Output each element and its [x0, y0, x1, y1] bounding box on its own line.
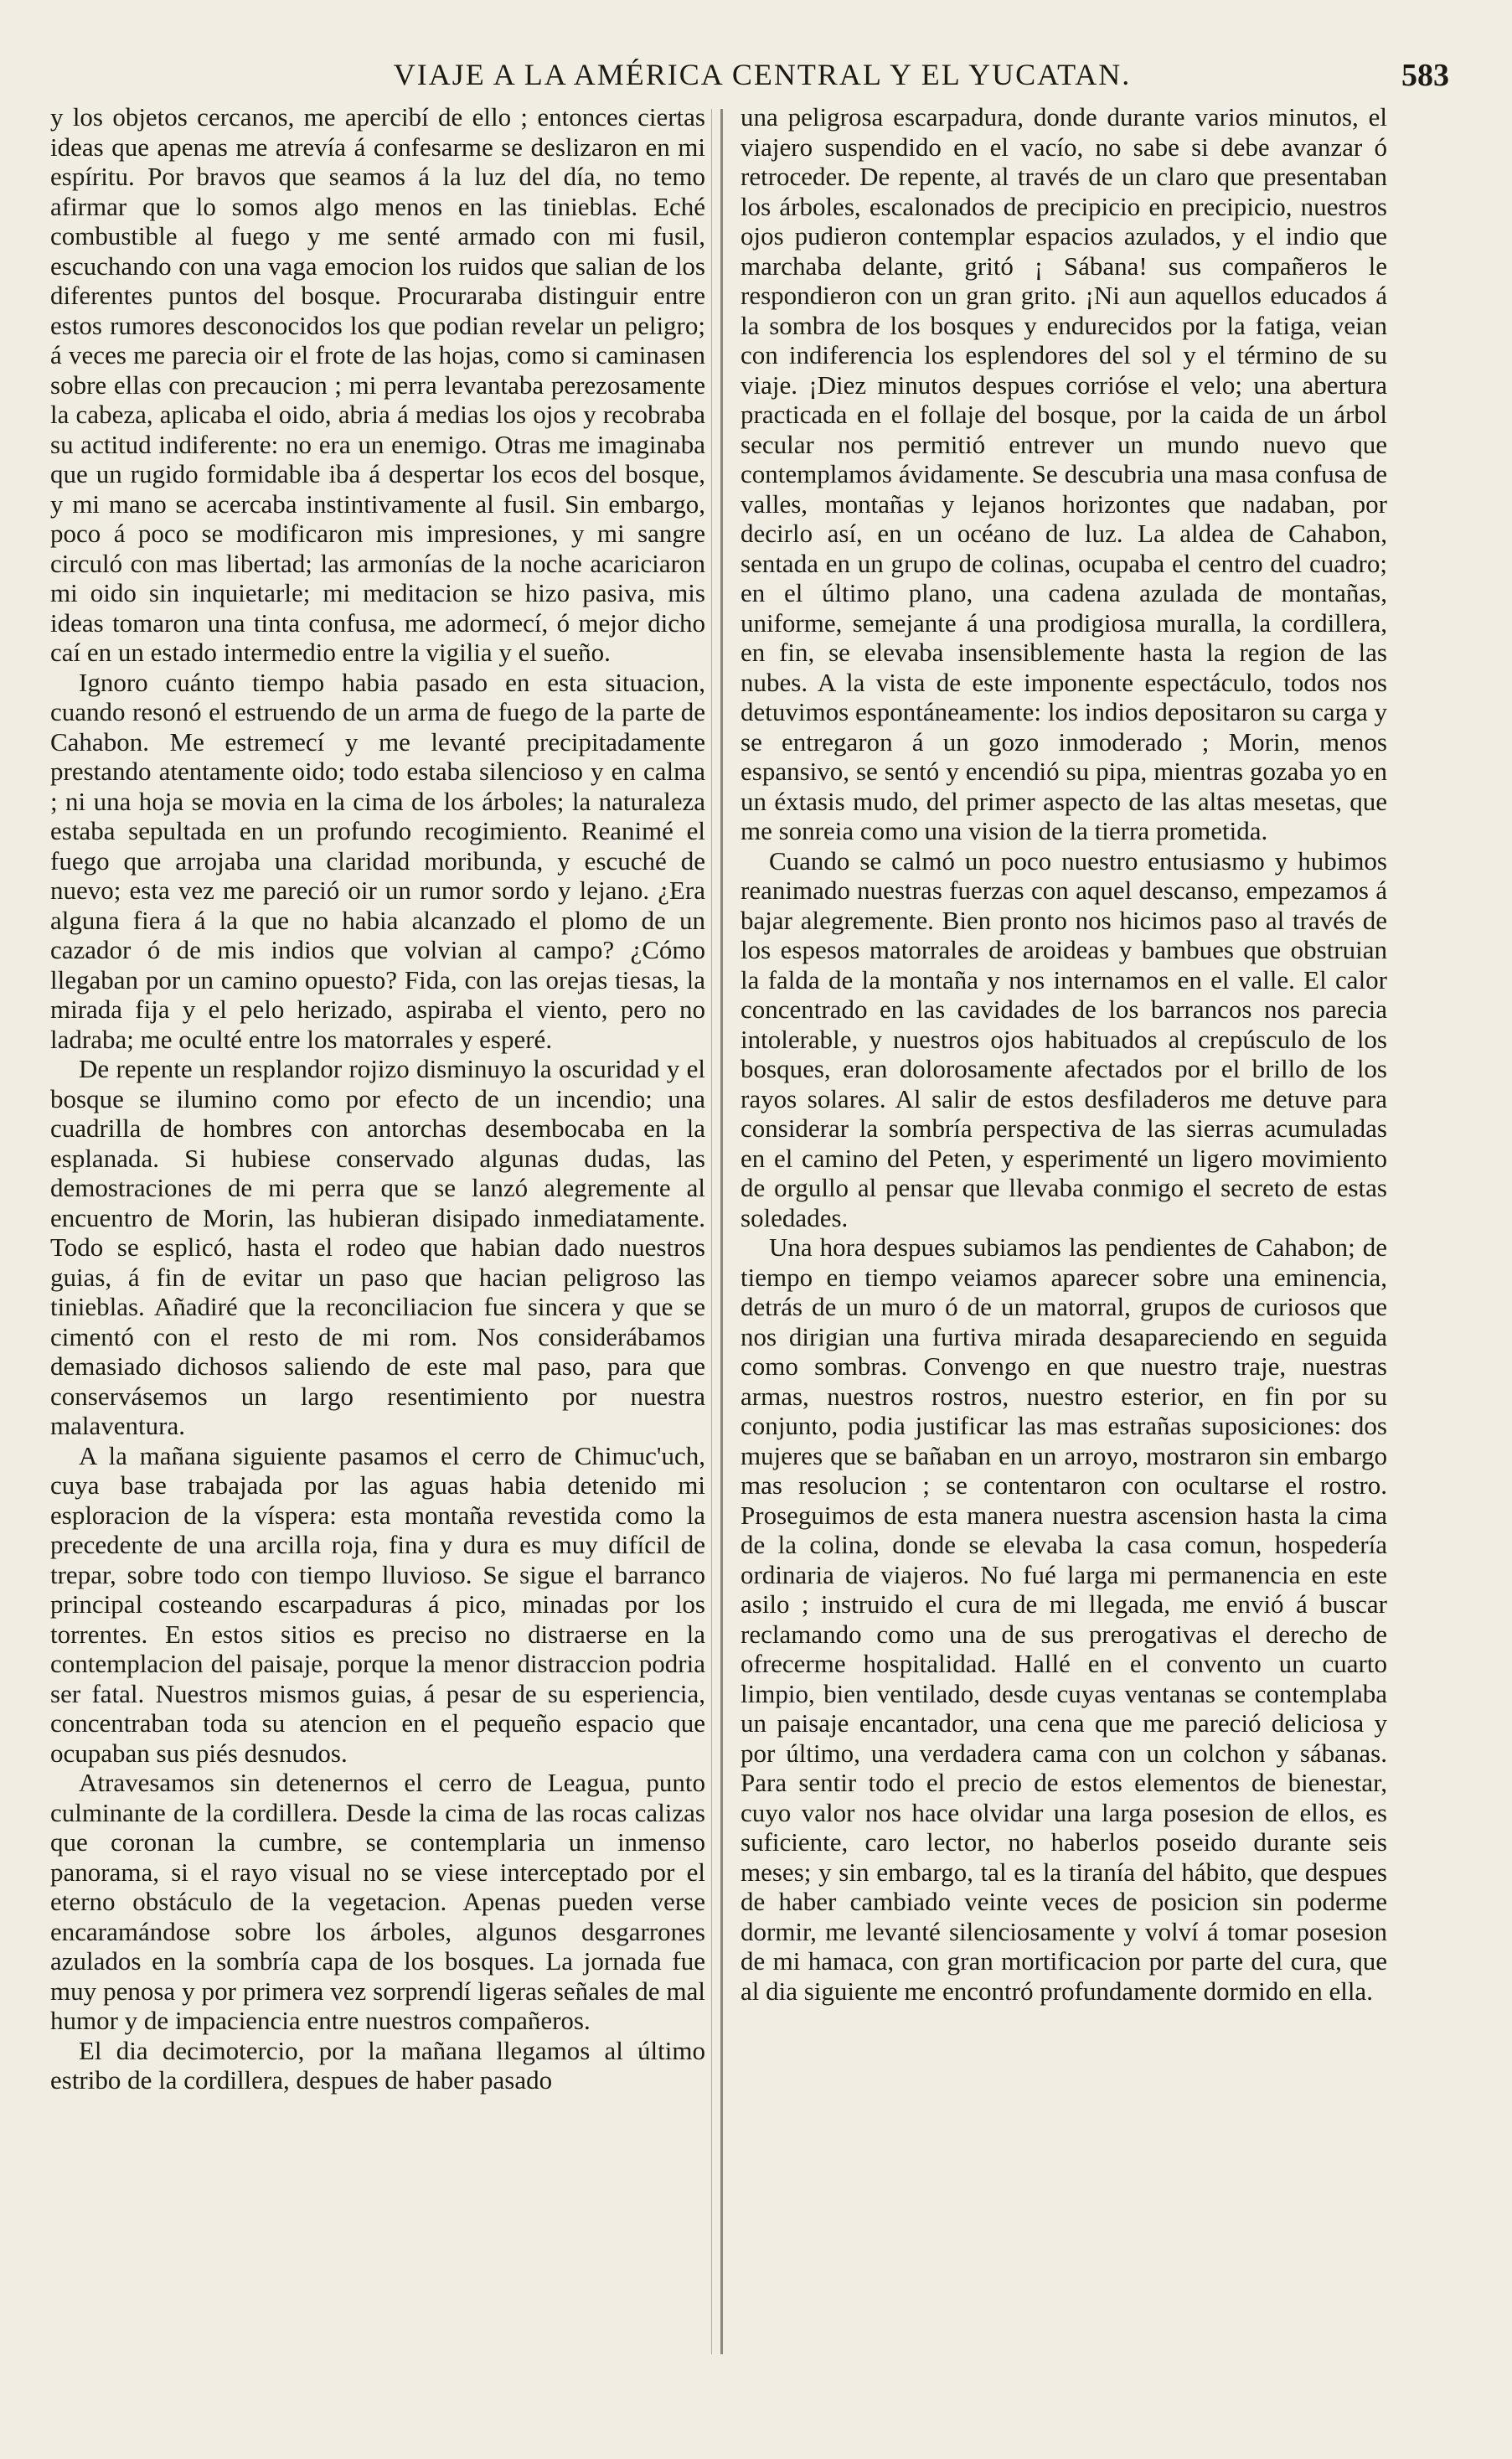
paragraph: Cuando se calmó un poco nuestro entusiasmo y hubimos reanimado nuestras fuerzas con aquel descanso, empezamos á bajar alegremente. Bien pronto nos hicimos paso al través de los espesos matorrales de aroideas y bambues que obstruian la falda de la montaña y nos internamos en el valle. El calor concentrado en las cavidades de los barrancos nos parecia intolerable, y nuestros ojos habituados al crepúsculo de los bosques, eran dolorosamente afectados por el brillo de los rayos solares. Al salir de estos desfiladeros me detuve para considerar la sombría perspectiva de las sierras acumuladas en el camino del Peten, y esperimenté un ligero movimiento de orgullo al pensar que llevaba conmigo el secreto de estas soledades.	[741, 845, 1387, 1232]
paragraph: y los objetos cercanos, me apercibí de ello ; entonces ciertas ideas que apenas me atrevía á confesarme se deslizaron en mi espíritu. Por bravos que seamos á la luz del día, no temo afirmar que lo somos algo menos en las tinieblas. Eché combustible al fuego y me senté armado con mi fusil, escuchando con una vaga emocion los ruidos que salian de los diferentes puntos del bosque. Procuraraba distinguir entre estos rumores desconocidos los que podian revelar un peligro; á veces me parecia oir el frote de las hojas, como si caminasen sobre ellas con precaucion ; mi perra levantaba perezosamente la cabeza, aplicaba el oido, abria á medias los ojos y recobraba su actitud indiferente: no era un enemigo. Otras me imaginaba que un rugido formidable iba á despertar los ecos del bosque, y mi mano se acercaba instintivamente al fusil. Sin embargo, poco á poco se modificaron mis impresiones, y mi sangre circuló con mas libertad; las armonías de la noche acariciaron mi oido sin inquietarle; mi meditacion se hizo pasiva, mis ideas tomaron una tinta confusa, me adormecí, ó mejor dicho caí en un estado intermedio entre la vigilia y el sueño.	[50, 102, 705, 667]
column-rule-thin	[711, 109, 712, 2354]
paragraph: una peligrosa escarpadura, donde durante varios minutos, el viajero suspendido en el vacío, no sabe si debe avanzar ó retroceder. De repente, al través de un claro que presentaban los árboles, escalonados de precipicio en precipicio, nuestros ojos pudieron contemplar espacios azulados, y el indio que marchaba delante, gritó ¡ Sábana! sus compañeros le respondieron con un gran grito. ¡Ni aun aquellos educados á la sombra de los bosques y endurecidos por la fatiga, veian con indiferencia los esplendores del sol y el término de su viaje. ¡Diez minutos despues corrióse el velo; una abertura practicada en el follaje del bosque, por la caida de un árbol secular nos permitió entrever un mundo nuevo que contemplamos ávidamente. Se descubria una masa confusa de valles, montañas y lejanos horizontes que nadaban, por decirlo así, en un océano de luz. La aldea de Cahabon, sentada en un grupo de colinas, ocupaba el centro del cuadro; en el último plano, una cadena azulada de montañas, uniforme, semejante á una prodigiosa muralla, la cordillera, en fin, se elevaba insensiblemente hasta la region de las nubes. A la vista de este imponente espectáculo, todos nos detuvimos espontáneamente: los indios depositaron su carga y se entregaron á un gozo inmoderado ; Morin, menos espansivo, se sentó y encendió su pipa, mientras gozaba yo en un éxtasis mudo, del primer aspecto de las altas mesetas, que me sonreia como una vision de la tierra prometida.	[741, 102, 1387, 845]
page-number: 583	[1401, 58, 1449, 93]
paragraph: Una hora despues subiamos las pendientes de Cahabon; de tiempo en tiempo veiamos aparecer sobre una eminencia, detrás de un muro ó de un matorral, grupos de curiosos que nos dirigian una furtiva mirada desapareciendo en seguida como sombras. Convengo en que nuestro traje, nuestras armas, nuestros rostros, nuestro esterior, en fin por su conjunto, podia justificar las mas estrañas suposiciones: dos mujeres que se bañaban en un arroyo, mostraron sin embargo mas resolucion ; se contentaron con ocultarse el rostro. Proseguimos de esta manera nuestra ascension hasta la cima de la colina, donde se elevaba la casa comun, hospedería ordinaria de viajeros. No fué larga mi permanencia en este asilo ; instruido el cura de mi llegada, me envió á buscar reclamando como una de sus prerogativas el derecho de ofrecerme hospitalidad. Hallé en el convento un cuarto limpio, bien ventilado, desde cuyas ventanas se contemplaba un paisaje encantador, una cena que me pareció deliciosa y por último, una verdadera cama con un colchon y sábanas. Para sentir todo el precio de estos elementos de bienestar, cuyo valor nos hace olvidar una larga posesion de ellos, es suficiente, caro lector, no haberlos poseido durante seis meses; y sin embargo, tal es la tiranía del hábito, que despues de haber cambiado veinte veces de posicion sin poderme dormir, me levanté silenciosamente y volví á tomar posesion de mi hamaca, con gran mortificacion por parte del cura, que al dia siguiente me encontró profundamente dormido en ella.	[741, 1232, 1387, 2006]
paragraph: Atravesamos sin detenernos el cerro de Leagua, punto culminante de la cordillera. Desde la cima de las rocas calizas que coronan la cumbre, se contemplaria un inmenso panorama, si el rayo visual no se viese interceptado por el eterno obstáculo de la vegetacion. Apenas pueden verse encaramándose sobre los árboles, algunos desgarrones azulados en la sombría capa de los bosques. La jornada fue muy penosa y por primera vez sorprendí ligeras señales de mal humor y de impaciencia entre nuestros compañeros.	[50, 1768, 705, 2035]
running-title: VIAJE A LA AMÉRICA CENTRAL Y EL YUCATAN.	[393, 58, 1132, 91]
right-column	[741, 102, 1387, 2364]
paragraph: A la mañana siguiente pasamos el cerro de Chimuc'uch, cuya base trabajada por las aguas habia detenido mi esploracion de la víspera: esta montaña revestida como la precedente de una arcilla roja, fina y dura es muy difícil de trepar, sobre todo con tiempo lluvioso. Se sigue el barranco principal costeando escarpaduras á pico, minadas por los torrentes. En estos sitios es preciso no distraerse en la contemplacion del paisaje, porque la menor distraccion podria ser fatal. Nuestros mismos guias, á pesar de su esperiencia, concentraban toda su atencion en el pequeño espacio que ocupaban sus piés desnudos.	[50, 1440, 705, 1768]
paragraph: De repente un resplandor rojizo disminuyo la oscuridad y el bosque se ilumino como por efecto de un incendio; una cuadrilla de hombres con antorchas desembocaba en la esplanada. Si hubiese conservado algunas dudas, las demostraciones de mi perra que se lanzó alegremente al encuentro de Morin, las hubieran disipado inmediatamente. Todo se esplicó, hasta el rodeo que habian dado nuestros guias, á fin de evitar un paso que hacian peligroso las tinieblas. Añadiré que la reconciliacion fue sincera y que se cimentó con el resto de mi rom. Nos considerábamos demasiado dichosos saliendo de este mal paso, para que conservásemos un largo resentimiento por nuestra malaventura.	[50, 1054, 705, 1440]
left-column	[50, 102, 705, 2364]
running-header	[50, 50, 1474, 101]
column-rule	[720, 109, 723, 2354]
paragraph: El dia decimotercio, por la mañana llegamos al último estribo de la cordillera, despues de haber pasado	[50, 2035, 705, 2095]
paragraph: Ignoro cuánto tiempo habia pasado en esta situacion, cuando resonó el estruendo de un arma de fuego de la parte de Cahabon. Me estremecí y me levanté precipitadamente prestando atentamente oido; todo estaba silencioso y en calma ; ni una hoja se movia en la cima de los árboles; la naturaleza estaba sepultada en un profundo recogimiento. Reanimé el fuego que arrojaba una claridad moribunda, y escuché de nuevo; esta vez me pareció oir un rumor sordo y lejano. ¿Era alguna fiera á la que no habia alcanzado el plomo de un cazador ó de mis indios que volvian al campo? ¿Cómo llegaban por un camino opuesto? Fida, con las orejas tiesas, la mirada fija y el pelo herizado, aspiraba el viento, pero no ladraba; me oculté entre los matorrales y esperé.	[50, 667, 705, 1054]
